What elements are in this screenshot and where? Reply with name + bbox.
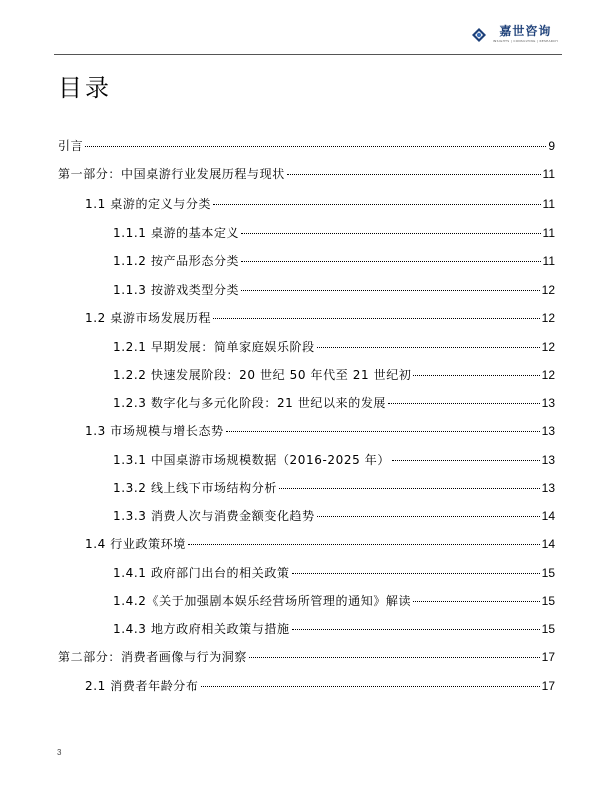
toc-entry-page: 12 — [541, 340, 555, 354]
toc-entry-page: 12 — [541, 283, 555, 297]
brand-logo — [469, 24, 558, 52]
brand-logo-icon — [469, 25, 489, 45]
toc-entry-page: 13 — [541, 453, 555, 467]
toc-entry-page: 15 — [541, 622, 555, 636]
toc-entry-page: 13 — [541, 481, 555, 495]
toc-leader-dots — [241, 233, 540, 234]
toc-entry[interactable] — [85, 310, 555, 326]
page-title: 目录 — [58, 74, 112, 102]
toc-leader-dots — [287, 174, 541, 175]
toc-entry-page: 17 — [541, 679, 555, 693]
toc-leader-dots — [317, 347, 540, 348]
toc-entry-label: 2.1 消费者年龄分布 — [85, 679, 199, 693]
toc-entry-label: 1.1.1 桌游的基本定义 — [113, 226, 240, 240]
toc-entry-page: 14 — [541, 537, 555, 551]
page-number: 3 — [57, 748, 62, 757]
toc-leader-dots — [241, 290, 539, 291]
toc-entry-page: 15 — [541, 566, 555, 580]
toc-entry[interactable] — [113, 282, 555, 298]
toc-entry-page: 15 — [541, 594, 555, 608]
toc-leader-dots — [213, 318, 540, 319]
toc-entry-label: 1.4.3 地方政府相关政策与措施 — [113, 622, 290, 636]
toc-entry-page: 11 — [542, 197, 555, 211]
toc-entry[interactable] — [85, 196, 555, 212]
toc-entry-label: 1.2 桌游市场发展历程 — [85, 311, 212, 325]
toc-entry[interactable] — [85, 678, 555, 694]
brand-name: 嘉世咨询 — [499, 24, 552, 38]
toc-entry-page: 13 — [541, 424, 555, 438]
toc-entry[interactable] — [113, 508, 555, 524]
toc-entry-label: 1.1 桌游的定义与分类 — [85, 197, 212, 211]
toc-entry-page: 11 — [542, 254, 555, 268]
toc-entry-label: 1.1.2 按产品形态分类 — [113, 254, 240, 268]
toc-leader-dots — [249, 657, 540, 658]
toc-entry[interactable] — [113, 395, 555, 411]
toc-leader-dots — [213, 204, 540, 205]
toc-leader-dots — [279, 488, 540, 489]
toc-entry[interactable] — [113, 565, 555, 581]
toc-entry-page: 13 — [541, 396, 555, 410]
toc-entry-page: 11 — [542, 167, 555, 181]
toc-entry[interactable] — [113, 225, 555, 241]
toc-entry-label: 1.4.2《关于加强剧本娱乐经营场所管理的通知》解读 — [113, 594, 412, 608]
toc-entry[interactable] — [58, 138, 555, 154]
toc-entry-label: 第一部分：中国桌游行业发展历程与现状 — [58, 167, 285, 181]
toc-entry[interactable] — [113, 480, 555, 496]
toc-entry-label: 1.3.1 中国桌游市场规模数据（2016-2025 年） — [113, 453, 390, 467]
toc-entry-label: 1.3.2 线上线下市场结构分析 — [113, 481, 277, 495]
toc-entry-page: 14 — [541, 509, 555, 523]
brand-tagline: INSIGHTS | CONSULTING | RESEARCH — [492, 39, 558, 43]
toc-entry-page: 12 — [541, 368, 555, 382]
toc-entry-page: 17 — [541, 650, 555, 664]
toc-leader-dots — [292, 573, 540, 574]
toc-entry-page: 11 — [542, 226, 555, 240]
toc-leader-dots — [241, 261, 540, 262]
toc-leader-dots — [413, 601, 540, 602]
toc-entry-label: 引言 — [58, 139, 84, 153]
toc-entry[interactable] — [113, 593, 555, 609]
toc-entry[interactable] — [113, 367, 555, 383]
toc-leader-dots — [413, 375, 539, 376]
toc-leader-dots — [85, 146, 546, 147]
toc-entry-label: 1.3.3 消费人次与消费金额变化趋势 — [113, 509, 315, 523]
toc-entry[interactable] — [58, 166, 555, 182]
toc-entry[interactable] — [113, 452, 555, 468]
toc-entry[interactable] — [113, 339, 555, 355]
toc-entry-label: 1.4.1 政府部门出台的相关政策 — [113, 566, 290, 580]
toc-entry-label: 1.2.3 数字化与多元化阶段：21 世纪以来的发展 — [113, 396, 387, 410]
toc-entry-label: 1.3 市场规模与增长态势 — [85, 424, 224, 438]
toc-leader-dots — [201, 686, 540, 687]
toc-entry-label: 1.2.2 快速发展阶段：20 世纪 50 年代至 21 世纪初 — [113, 368, 412, 382]
toc-leader-dots — [392, 460, 540, 461]
toc-entry[interactable] — [58, 649, 555, 665]
toc-entry-label: 第二部分：消费者画像与行为洞察 — [58, 650, 248, 664]
toc-leader-dots — [317, 516, 540, 517]
toc-entry-page: 12 — [541, 311, 555, 325]
toc-leader-dots — [226, 431, 540, 432]
toc-entry-label: 1.2.1 早期发展：简单家庭娱乐阶段 — [113, 340, 315, 354]
toc-leader-dots — [388, 403, 540, 404]
toc-entry-label: 1.4 行业政策环境 — [85, 537, 186, 551]
toc-entry[interactable] — [85, 423, 555, 439]
toc-leader-dots — [188, 544, 540, 545]
toc-entry[interactable] — [113, 621, 555, 637]
toc-entry-page: 9 — [548, 139, 555, 153]
toc-leader-dots — [292, 629, 540, 630]
toc-entry[interactable] — [85, 536, 555, 552]
toc-entry-label: 1.1.3 按游戏类型分类 — [113, 283, 240, 297]
page-header — [54, 18, 562, 55]
toc-entry[interactable] — [113, 253, 555, 269]
